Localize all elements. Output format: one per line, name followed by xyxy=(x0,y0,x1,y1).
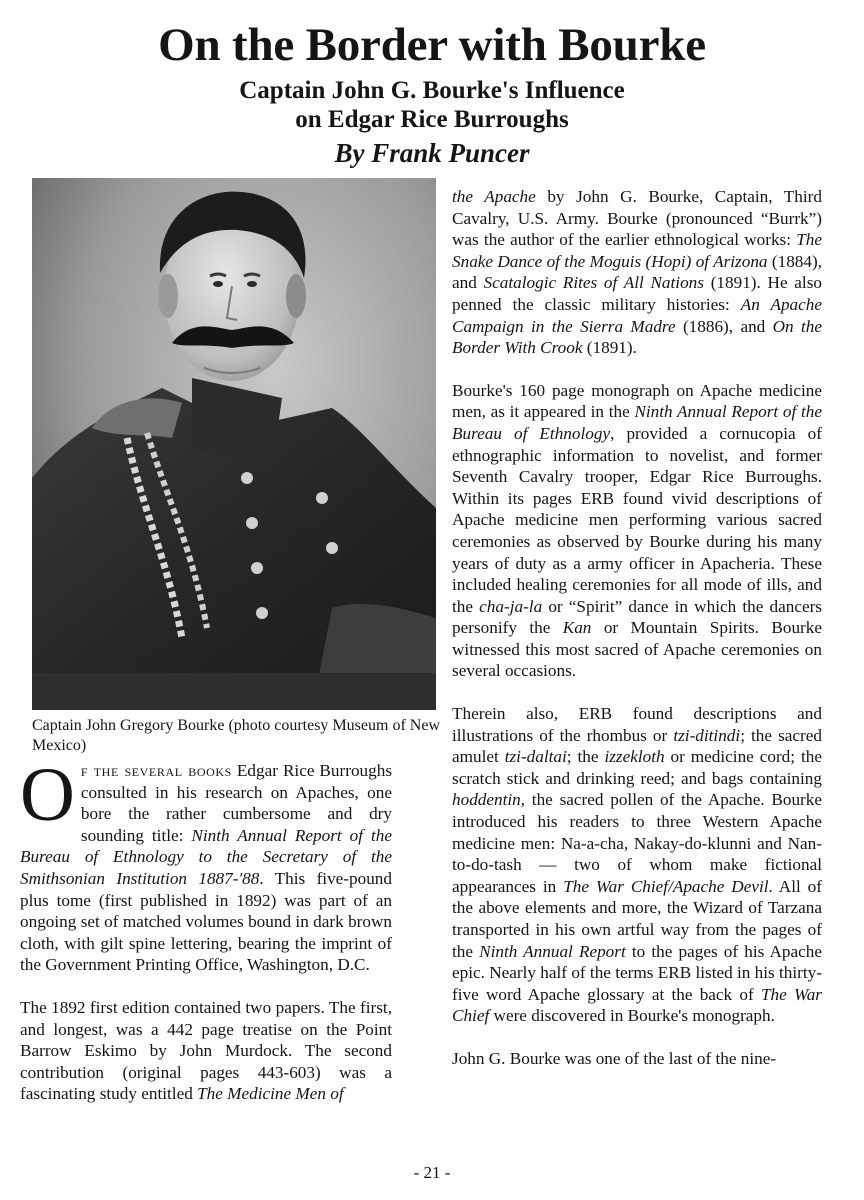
paragraph xyxy=(452,186,822,359)
body-text: John G. Bourke was one of the last of the nine- xyxy=(452,1048,777,1068)
body-text: The 1892 first edition contained two papers. The first, and longest, was a 442 page treatise on the Point Barrow Eskimo by John Murdock. The second contribution (original pages 443-603) was a fascinating study entitled xyxy=(20,997,392,1104)
publication-title: An Apache Campaign in the Sierra Madre xyxy=(452,294,822,336)
body-text: or “Spirit” dance in which the dancers personify the xyxy=(452,596,822,638)
body-text: . All of the above elements and more, the Wizard of Tarzana transported in his own artful way from the pages of the xyxy=(452,876,822,961)
body-text: by John G. Bourke, Captain, Third Cavalry, U.S. Army. Bourke (pronounced “Burrk”) was the author of the earlier ethnological works: xyxy=(452,187,822,250)
paragraph xyxy=(452,1048,822,1070)
publication-title: The Snake Dance of the Moguis (Hopi) of Arizona xyxy=(452,230,822,271)
publication-title: the Apache xyxy=(452,187,536,206)
body-text: , the sacred pollen of the Apache. Bourke introduced his readers to three Western Apache medicine men: Na-a-cha, Nakay-do-klunni and Nan-to-do-tash — two of whom make fictional appearances in xyxy=(452,790,822,896)
body-text: Bourke's 160 page monograph on Apache medicine men, as it appeared in the xyxy=(452,380,822,422)
body-text: to the pages of his Apache epic. Nearly half of the terms ERB listed in his thirty-five word Apache glossary at the back of xyxy=(452,941,822,1004)
paragraph xyxy=(20,997,392,1105)
paragraph xyxy=(452,703,822,1027)
apache-term: tzi-daltai xyxy=(504,747,567,767)
body-text: , provided a cornucopia of ethnographic information to novelist, and former Seventh Cavalry trooper, Edgar Rice Burroughs. Within its pages ERB found vivid descriptions of Apache medicine men performing various sacred ceremonies as observed by Bourke during his many years of duty as a army officer in Apacheria. These included healing ceremonies for all mode of ills, and the xyxy=(452,423,822,616)
left-column xyxy=(20,753,393,1105)
body-text: (1891). xyxy=(582,338,637,358)
drop-cap: O xyxy=(20,753,75,837)
apache-term: izzekloth xyxy=(604,747,665,767)
body-text: were discovered in Bourke's monograph. xyxy=(489,1006,775,1026)
apache-term: hoddentin xyxy=(452,790,521,810)
publication-title: Scatalogic Rites of All Nations xyxy=(483,273,704,293)
photo-caption: Captain John Gregory Bourke (photo courtesy Museum of New Mexico) xyxy=(32,717,440,754)
apache-term: cha-ja-la xyxy=(479,596,543,616)
publication-title: Ninth Annual Report of the Bureau of Ethnology xyxy=(452,402,822,443)
body-text: (1891). He also penned the classic military histories: xyxy=(452,273,822,314)
page-number: - 21 - xyxy=(413,1163,451,1182)
body-text: or medicine cord; the scratch stick and drinking reed; and bags containing xyxy=(452,747,822,788)
article-title: On the Border with Bourke xyxy=(158,19,706,71)
body-text: ; the xyxy=(566,747,605,767)
publication-title: The War Chief xyxy=(452,984,822,1026)
body-text: (1884), and xyxy=(452,251,822,293)
body-text: ; the sacred amulet xyxy=(452,725,822,767)
byline: By Frank Puncer xyxy=(334,138,530,168)
subtitle-line-2: on Edgar Rice Burroughs xyxy=(295,106,569,133)
intro-paragraph xyxy=(20,753,393,976)
apache-term: Kan xyxy=(562,618,592,638)
paragraph xyxy=(452,380,822,682)
subtitle-line-1: Captain John G. Bourke's Influence xyxy=(239,77,625,104)
publication-title: The Medicine Men of xyxy=(197,1084,344,1104)
article-subtitle xyxy=(0,76,864,134)
portrait-illustration xyxy=(32,178,436,710)
body-text: (1886), and xyxy=(675,316,773,336)
lead-in-small-caps: f the several books xyxy=(80,761,232,780)
publication-title: The War Chief/Apache Devil xyxy=(563,876,769,896)
right-column xyxy=(452,186,822,1070)
body-text: or Mountain Spirits. Bourke witnessed this most sacred of Apache ceremonies on several occasions. xyxy=(452,618,822,681)
body-text: . This five-pound plus tome (first published in 1892) was part of an ongoing set of matched volumes bound in dark brown cloth, with gilt spine lettering, bearing the imprint of the Government Printing Office, Washington, D.C. xyxy=(20,868,392,975)
body-text: Therein also, ERB found descriptions and illustrations of the rhombus or xyxy=(452,704,822,745)
portrait-photo xyxy=(32,178,436,710)
apache-term: tzi-ditindi xyxy=(673,725,741,745)
body-text: Edgar Rice Burroughs consulted in his research on Apaches, one bore the rather cumbersome and dry sounding title: xyxy=(80,761,393,845)
publication-title: On the Border With Crook xyxy=(452,316,822,358)
publication-title: Ninth Annual Report of the Bureau of Ethnology to the Secretary of the Smithsonian Institution 1887-'88 xyxy=(20,825,393,888)
publication-title: Ninth Annual Report xyxy=(479,941,626,961)
